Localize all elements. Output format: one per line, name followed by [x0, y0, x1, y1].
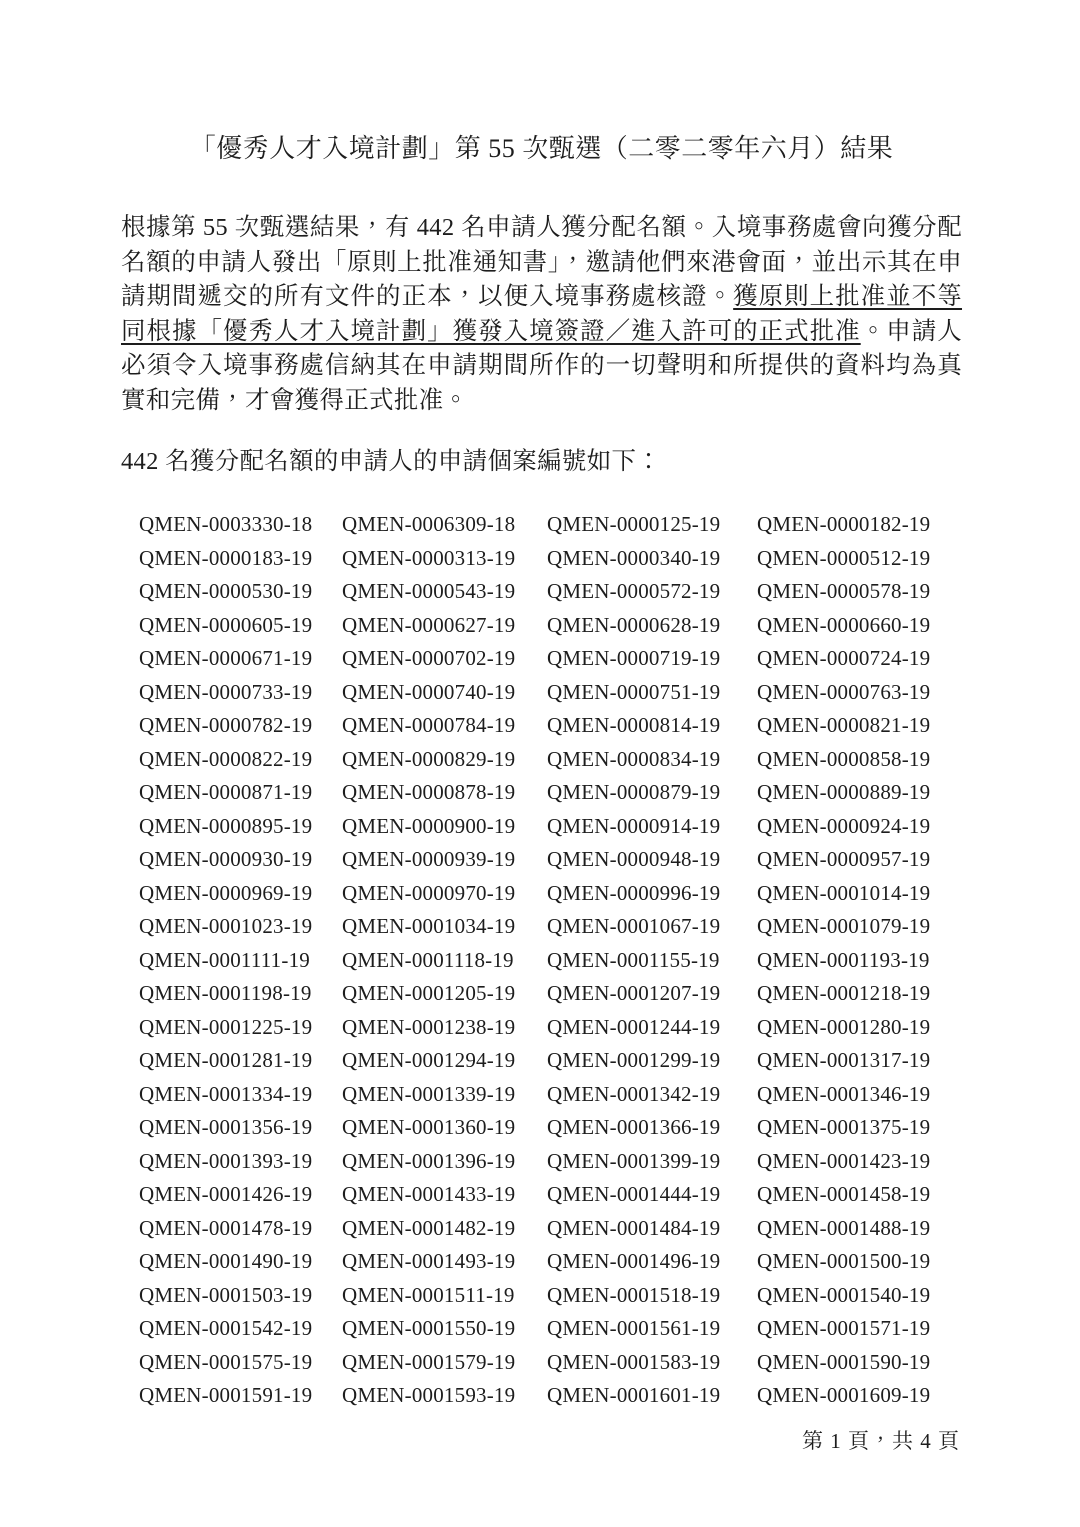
case-number: QMEN-0000834-19 [547, 746, 721, 771]
table-row [139, 609, 951, 643]
case-number: QMEN-0001393-19 [139, 1148, 313, 1173]
case-number: QMEN-0000313-19 [342, 545, 516, 570]
case-number: QMEN-0000719-19 [547, 646, 721, 671]
case-number: QMEN-0000530-19 [139, 579, 313, 604]
case-number: QMEN-0001034-19 [342, 914, 516, 939]
paragraph-underlined-text: 獲原則上批准並不等同根據「優秀人才入境計劃」獲發入境簽證／進入許可的正式批准 [121, 283, 963, 345]
case-number: QMEN-0001579-19 [342, 1349, 516, 1374]
case-number: QMEN-0001346-19 [757, 1081, 931, 1106]
case-number: QMEN-0001444-19 [547, 1182, 721, 1207]
case-number: QMEN-0000970-19 [342, 880, 516, 905]
case-number: QMEN-0001225-19 [139, 1014, 313, 1039]
table-row [139, 1111, 951, 1145]
case-number: QMEN-0000814-19 [547, 713, 721, 738]
case-number: QMEN-0001550-19 [342, 1316, 516, 1341]
table-row [139, 1312, 951, 1346]
case-number: QMEN-0001423-19 [757, 1148, 931, 1173]
case-number: QMEN-0000829-19 [342, 746, 516, 771]
case-number: QMEN-0001503-19 [139, 1282, 313, 1307]
case-number: QMEN-0000879-19 [547, 780, 721, 805]
table-row [139, 843, 951, 877]
case-number: QMEN-0001500-19 [757, 1249, 931, 1274]
case-number: QMEN-0000969-19 [139, 880, 313, 905]
case-number: QMEN-0001591-19 [139, 1383, 313, 1408]
case-number: QMEN-0003330-18 [139, 512, 313, 537]
case-number: QMEN-0001280-19 [757, 1014, 931, 1039]
case-number: QMEN-0001294-19 [342, 1048, 516, 1073]
case-number: QMEN-0001561-19 [547, 1316, 721, 1341]
table-row [139, 709, 951, 743]
case-number: QMEN-0001356-19 [139, 1115, 313, 1140]
case-number: QMEN-0000660-19 [757, 612, 931, 637]
case-number: QMEN-0001366-19 [547, 1115, 721, 1140]
case-number: QMEN-0000605-19 [139, 612, 313, 637]
case-number: QMEN-0000784-19 [342, 713, 516, 738]
case-number: QMEN-0000878-19 [342, 780, 516, 805]
intro-paragraph [121, 211, 962, 419]
case-number: QMEN-0001575-19 [139, 1349, 313, 1374]
case-number: QMEN-0000182-19 [757, 512, 931, 537]
table-row [139, 575, 951, 609]
case-number: QMEN-0000895-19 [139, 813, 313, 838]
case-number: QMEN-0000889-19 [757, 780, 931, 805]
page-title: 「優秀人才入境計劃」第 55 次甄選（二零二零年六月）結果 [189, 134, 894, 163]
case-number: QMEN-0000671-19 [139, 646, 313, 671]
case-number: QMEN-0000740-19 [342, 679, 516, 704]
case-number: QMEN-0001511-19 [342, 1282, 515, 1307]
case-number: QMEN-0000702-19 [342, 646, 516, 671]
case-number: QMEN-0001571-19 [757, 1316, 931, 1341]
table-row [139, 1011, 951, 1045]
case-number: QMEN-0001593-19 [342, 1383, 516, 1408]
case-number: QMEN-0000763-19 [757, 679, 931, 704]
case-number: QMEN-0000751-19 [547, 679, 721, 704]
table-row [139, 542, 951, 576]
case-number: QMEN-0000957-19 [757, 847, 931, 872]
case-number: QMEN-0001396-19 [342, 1148, 516, 1173]
case-number-table [139, 508, 951, 1413]
case-number: QMEN-0001281-19 [139, 1048, 313, 1073]
table-row [139, 1145, 951, 1179]
table-row [139, 944, 951, 978]
case-number: QMEN-0000572-19 [547, 579, 721, 604]
table-row [139, 977, 951, 1011]
case-number: QMEN-0001079-19 [757, 914, 931, 939]
case-number: QMEN-0000900-19 [342, 813, 516, 838]
case-number: QMEN-0000782-19 [139, 713, 313, 738]
case-number: QMEN-0001601-19 [547, 1383, 721, 1408]
case-number: QMEN-0001360-19 [342, 1115, 516, 1140]
case-number: QMEN-0000733-19 [139, 679, 313, 704]
paragraph-text-after-underline: 。申請人必須令入境事務處信納其在申請期間所作的一切聲明和所提供的資料均為真實和完備，才會獲得正式批准。 [121, 317, 963, 414]
case-number: QMEN-0001478-19 [139, 1215, 313, 1240]
case-number: QMEN-0001299-19 [547, 1048, 721, 1073]
table-row [139, 877, 951, 911]
case-number: QMEN-0000871-19 [139, 780, 313, 805]
case-number: QMEN-0001193-19 [757, 947, 930, 972]
case-number: QMEN-0001317-19 [757, 1048, 931, 1073]
case-number: QMEN-0000948-19 [547, 847, 721, 872]
table-row [139, 776, 951, 810]
case-number: QMEN-0001067-19 [547, 914, 721, 939]
table-row [139, 1346, 951, 1380]
table-row [139, 1178, 951, 1212]
case-number: QMEN-0000543-19 [342, 579, 516, 604]
case-number: QMEN-0001342-19 [547, 1081, 721, 1106]
case-number: QMEN-0000183-19 [139, 545, 313, 570]
case-number: QMEN-0000125-19 [547, 512, 721, 537]
case-number: QMEN-0001207-19 [547, 981, 721, 1006]
case-number: QMEN-0000512-19 [757, 545, 931, 570]
case-number: QMEN-0001375-19 [757, 1115, 931, 1140]
case-number: QMEN-0001023-19 [139, 914, 313, 939]
table-row [139, 743, 951, 777]
case-number: QMEN-0001518-19 [547, 1282, 721, 1307]
case-number: QMEN-0001542-19 [139, 1316, 313, 1341]
case-number: QMEN-0001238-19 [342, 1014, 516, 1039]
case-number: QMEN-0001014-19 [757, 880, 931, 905]
case-number: QMEN-0000914-19 [547, 813, 721, 838]
table-row [139, 508, 951, 542]
table-row [139, 1379, 951, 1413]
case-number: QMEN-0000939-19 [342, 847, 516, 872]
table-row [139, 910, 951, 944]
case-number: QMEN-0000821-19 [757, 713, 931, 738]
case-number: QMEN-0001583-19 [547, 1349, 721, 1374]
case-number: QMEN-0000858-19 [757, 746, 931, 771]
case-number: QMEN-0001458-19 [757, 1182, 931, 1207]
table-row [139, 810, 951, 844]
page-number-footer: 第 1 頁，共 4 頁 [802, 1429, 960, 1453]
case-number: QMEN-0000996-19 [547, 880, 721, 905]
case-number: QMEN-0001198-19 [139, 981, 312, 1006]
table-row [139, 642, 951, 676]
table-row [139, 676, 951, 710]
table-row [139, 1279, 951, 1313]
case-number: QMEN-0000627-19 [342, 612, 516, 637]
case-number: QMEN-0001540-19 [757, 1282, 931, 1307]
case-number: QMEN-0001426-19 [139, 1182, 313, 1207]
case-number: QMEN-0001482-19 [342, 1215, 516, 1240]
case-number: QMEN-0000340-19 [547, 545, 721, 570]
case-number: QMEN-0001244-19 [547, 1014, 721, 1039]
case-number: QMEN-0001590-19 [757, 1349, 931, 1374]
case-number: QMEN-0001155-19 [547, 947, 720, 972]
case-number: QMEN-0000924-19 [757, 813, 931, 838]
case-number: QMEN-0001334-19 [139, 1081, 313, 1106]
paragraph-text-before-underline: 根據第 55 次甄選結果，有 442 名申請人獲分配名額。入境事務處會向獲分配名額的申請人發出「原則上批准通知書」，邀請他們來港會面，並出示其在申請期間遞交的所有文件的正本，以便入境事務處核證。 [121, 214, 962, 311]
case-number: QMEN-0000578-19 [757, 579, 931, 604]
case-number: QMEN-0001339-19 [342, 1081, 516, 1106]
case-number: QMEN-0001118-19 [342, 947, 514, 972]
case-number: QMEN-0001111-19 [139, 947, 310, 972]
case-number: QMEN-0000628-19 [547, 612, 721, 637]
case-number: QMEN-0001433-19 [342, 1182, 516, 1207]
case-number: QMEN-0001399-19 [547, 1148, 721, 1173]
case-number: QMEN-0000930-19 [139, 847, 313, 872]
case-list-intro: 442 名獲分配名額的申請人的申請個案編號如下： [121, 447, 662, 475]
table-row [139, 1078, 951, 1112]
case-number: QMEN-0001609-19 [757, 1383, 931, 1408]
case-number: QMEN-0006309-18 [342, 512, 516, 537]
case-number: QMEN-0001496-19 [547, 1249, 721, 1274]
table-row [139, 1044, 951, 1078]
table-row [139, 1245, 951, 1279]
case-number: QMEN-0001218-19 [757, 981, 931, 1006]
case-number: QMEN-0001490-19 [139, 1249, 313, 1274]
case-number: QMEN-0001488-19 [757, 1215, 931, 1240]
case-number: QMEN-0000724-19 [757, 646, 931, 671]
table-row [139, 1212, 951, 1246]
case-number: QMEN-0001493-19 [342, 1249, 516, 1274]
case-number: QMEN-0001205-19 [342, 981, 516, 1006]
case-number: QMEN-0000822-19 [139, 746, 313, 771]
case-number: QMEN-0001484-19 [547, 1215, 721, 1240]
